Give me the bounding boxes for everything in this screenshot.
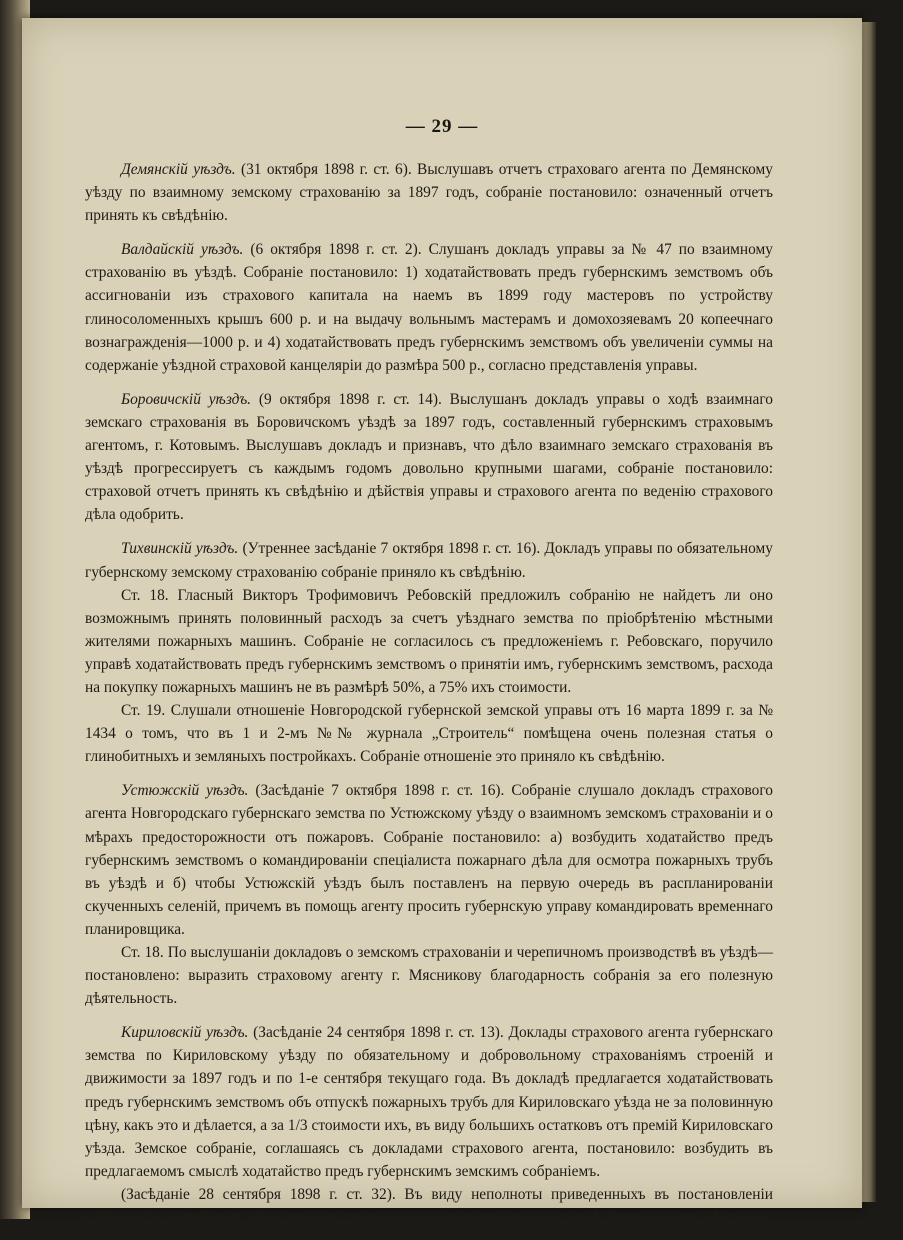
- paragraph-text: (6 октября 1898 г. ст. 2). Слушанъ докладъ управы за № 47 по взаимному страхованію въ уѣздѣ. Собраніе постановило: 1) ходатайствовать предъ губернскимъ земствомъ объ ассигнованіи изъ страхового капитала на наемъ въ 1899 году мастеровъ по устройству глиносоломенныхъ крышъ 600 р. и на выдачу вольнымъ мастерамъ и домохозяевамъ 20 копеечнаго вознагражденія—1000 р. и 4) ходатайствовать предъ губернскимъ земствомъ объ увеличеніи суммы на содержаніе уѣздной страховой канцеляріи до размѣра 500 р., согласно представленія управы.: [85, 241, 773, 374]
- paragraph-ustyuzhna-st18: [85, 941, 773, 1010]
- page-stack-edge: [862, 22, 876, 1202]
- paragraph-borovichi: [85, 388, 773, 527]
- paragraph-text: (Засѣданіе 7 октября 1898 г. ст. 16). Собраніе слушало докладъ страхового агента Новгородскаго губернскаго земства по Устюжскому уѣзду о взаимномъ земскомъ страхованіи и о мѣрахъ предосторожности отъ пожаровъ. Собраніе постановило: а) возбудить ходатайство предъ губернскимъ земствомъ о командированіи спеціалиста пожарнаго дѣла для осмотра пожарныхъ трубъ въ уѣздѣ и б) чтобы Устюжскій уѣздъ былъ поставленъ на первую очередь въ распланированіи скученныхъ селеній, причемъ въ помощь агенту просить губернскую управу командировать временнаго планировщика.: [85, 782, 774, 938]
- paragraph-text: (9 октября 1898 г. ст. 14). Выслушанъ докладъ управы о ходѣ взаимнаго земскаго страхованія въ Боровичскомъ уѣздѣ за 1897 годъ, составленный губернскимъ страховымъ агентомъ, г. Котовымъ. Выслушавъ докладъ и признавъ, что дѣло взаимнаго земскаго страхованія въ уѣздѣ прогрессируетъ съ каждымъ годомъ довольно крупными шагами, собраніе постановило: страховой отчетъ принять къ свѣдѣнію и дѣйствія управы и страхового агента по веденію страхового дѣла одобрить.: [85, 390, 773, 524]
- paragraph-kirillov-session-28: [85, 1183, 773, 1229]
- paragraph-title: Кириловскій уѣздъ.: [121, 1024, 249, 1042]
- paragraph-text: (31 октября 1898 г. ст. 6). Выслушавъ отчетъ страховаго агента по Демянскому уѣзду по взаимному земскому страхованію за 1897 годъ, собраніе постановило: означенный отчетъ принять къ свѣдѣнію.: [85, 161, 773, 225]
- page-body: [85, 158, 773, 1240]
- paragraph-demyansk: [85, 158, 773, 227]
- paragraph-text: Ст. 19. Слушали отношеніе Новгородской губернской земской управы отъ 16 марта 1899 г. за № 1434 о томъ, что въ 1 и 2-мъ №№ журнала „Строитель“ помѣщена очень полезная статья о глинобитныхъ и земляныхъ постройкахъ. Собраніе отношеніе это приняло къ свѣдѣнію.: [85, 702, 773, 766]
- paragraph-kirillov: [85, 1021, 773, 1183]
- paragraph-title: Устюжскій уѣздъ.: [121, 782, 249, 800]
- paragraph-valdai: [85, 238, 773, 377]
- paragraph-title: Тихвинскій уѣздъ.: [121, 540, 239, 558]
- paragraph-title: Боровичскій уѣздъ.: [121, 390, 252, 408]
- paragraph-text: Ст. 18. Гласный Викторъ Трофимовичъ Ребовскій предложилъ собранію не найдетъ ли оно возможнымъ принять половинный расходъ за счетъ уѣзднаго земства по пріобрѣтенію мѣстными жителями пожарныхъ машинъ. Собраніе не согласилось съ предложеніемъ г. Ребовскаго, поручило управѣ ходатайствовать предъ губернскимъ земствомъ о принятіи имъ, губернскимъ земствомъ, расхода на покупку пожарныхъ машинъ не въ размѣрѣ 50%, а 75% ихъ стоимости.: [85, 586, 773, 696]
- paragraph-title: Валдайскій уѣздъ.: [121, 241, 244, 259]
- document-page: [22, 18, 862, 1227]
- paragraph-tikhvin: [85, 537, 773, 583]
- paragraph-text: Ст. 18. По выслушаніи докладовъ о земскомъ страхованіи и черепичномъ производствѣ въ уѣздѣ—постановлено: выразить страховому агенту г. Мясникову благодарность собранія за его полезную дѣятельность.: [85, 944, 773, 1008]
- page-number: — 29 —: [405, 116, 479, 137]
- paragraph-text: (Утреннее засѣданіе 7 октября 1898 г. ст. 16). Докладъ управы по обязательному губернскому земскому страхованію собраніе приняло къ свѣдѣнію.: [85, 540, 773, 581]
- paragraph-tikhvin-st19: [85, 699, 773, 768]
- paragraph-text: (Засѣданіе 24 сентября 1898 г. ст. 13). Доклады страхового агента губернскаго земства по Кириловскому уѣзду по обязательному и добровольному страхованіямъ строеній и движимости за 1897 годъ и по 1-е сентября текущаго года. Въ докладѣ предлагается ходатайствовать предъ губернскимъ земствомъ объ отпускѣ пожарныхъ трубъ для Кириловскаго уѣзда не за половинную цѣну, какъ это и дѣлается, а за 1/3 стоимости ихъ, въ виду большихъ остатковъ отъ премій Кириловскаго уѣзда. Земское собраніе, соглашаясь съ докладами страхового агента, постановило: возбудить въ предлагаемомъ смыслѣ ходатайство предъ губернскимъ земскимъ собраніемъ.: [85, 1024, 774, 1180]
- paragraph-ustyuzhna: [85, 779, 773, 941]
- paragraph-text: (Засѣданіе 28 сентября 1898 г. ст. 32). Въ виду неполноты приведенныхъ въ постановленіи собранія 24 сентября ст. 13 по докладу страхового агента мотивовъ къ уступкѣ Кириловскому уѣзду по-: [85, 1185, 773, 1227]
- paragraph-title: Демянскій уѣздъ.: [121, 161, 236, 178]
- paragraph-tikhvin-st18: [85, 584, 773, 699]
